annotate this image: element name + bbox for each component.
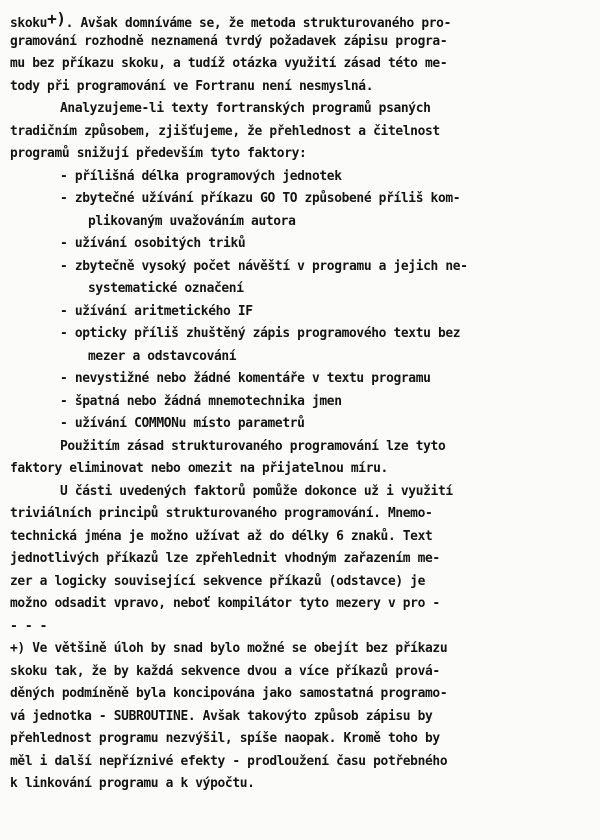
body-line-4: tody při programování ve Fortranu není nesmyslná.	[10, 78, 374, 94]
body-line-2: gramování rozhodně neznamená tvrdý požadavek zápisu progra-	[10, 33, 448, 49]
footnote-line-2: skoku tak, že by každá sekvence dvou a více příkazů prová-	[10, 663, 440, 679]
para4-line-6: možno odsadit vpravo, neboť kompilátor tyto mezery v pro -	[10, 596, 440, 611]
factor-item-continuation: systematické označení	[88, 281, 244, 296]
factor-item-continuation: mezer a odstavcování	[88, 348, 237, 364]
factor-item: - užívání COMMONu místo parametrů	[60, 416, 305, 431]
footnote-line-1: +) Ve většině úloh by snad bylo možné se obejít bez příkazu	[10, 641, 448, 656]
footnote-line-3: děných podmíněně byla koncipována jako samostatná programo-	[10, 686, 448, 701]
footnote-separator: - - -	[10, 618, 48, 634]
footnote-line-5: přehlednost programu nezvýšil, spíše naopak. Kromě toho by	[10, 731, 440, 746]
factor-item: - zbytečně vysoký počet návěští v programu a jejich ne-	[60, 258, 468, 274]
factor-item: - užívání osobitých triků	[60, 236, 246, 251]
factor-item: - špatná nebo žádná mnemotechnika jmen	[60, 393, 342, 409]
footnote-line-7: k linkování programu a k výpočtu.	[10, 776, 255, 791]
para2-line-2: tradičním způsobem, zjišťujeme, že přehlednost a čitelnost	[10, 123, 440, 139]
para4-line-1: U části uvedených faktorů pomůže dokonce už i využití	[60, 483, 453, 499]
para2-line-3: programů snižují především tyto faktory:	[10, 146, 307, 161]
factor-item: - užívání aritmetického IF	[60, 303, 253, 319]
para2-line-1: Analyzujeme-li texty fortranských programů psaných	[60, 101, 431, 116]
para3-line-1: Použitím zásad strukturovaného programování lze tyto	[60, 438, 446, 454]
factor-item-continuation: plikovaným uvažováním autora	[88, 213, 296, 229]
footnote-line-4: vá jednotka - SUBROUTINE. Avšak takovýto způsob zápisu by	[10, 708, 433, 724]
factor-item: - nevystižné nebo žádné komentáře v textu programu	[60, 371, 431, 386]
para4-line-5: zer a logicky související sekvence příkazů (odstavce) je	[10, 573, 426, 589]
factor-item: - přílišná délka programových jednotek	[60, 168, 342, 184]
para4-line-2: triviálních principů strukturovaného programování. Mnemo-	[10, 506, 433, 521]
para3-line-2: faktory eliminovat nebo omezit na přijatelnou míru.	[10, 461, 388, 476]
factor-item: - zbytečné užívání příkazu GO TO způsobené příliš kom-	[60, 191, 461, 206]
footnote-line-6: měl i další nepříznivé efekty - prodloužení času potřebného	[10, 753, 448, 769]
footnote-marker: +)	[47, 9, 66, 28]
para4-line-3: technická jména je možno užívat až do délky 6 znaků. Text	[10, 528, 433, 544]
factor-item: - opticky příliš zhuštěný zápis programového textu bez	[60, 326, 461, 341]
body-line-1: skoku+). Avšak domníváme se, že metoda strukturovaného pro-	[10, 9, 452, 31]
para4-line-4: jednotlivých příkazů lze zpřehlednit vhodným zařazením me-	[10, 551, 440, 566]
body-line-3: mu bez příkazu skoku, a tudíž otázka využití zásad této me-	[10, 56, 448, 71]
